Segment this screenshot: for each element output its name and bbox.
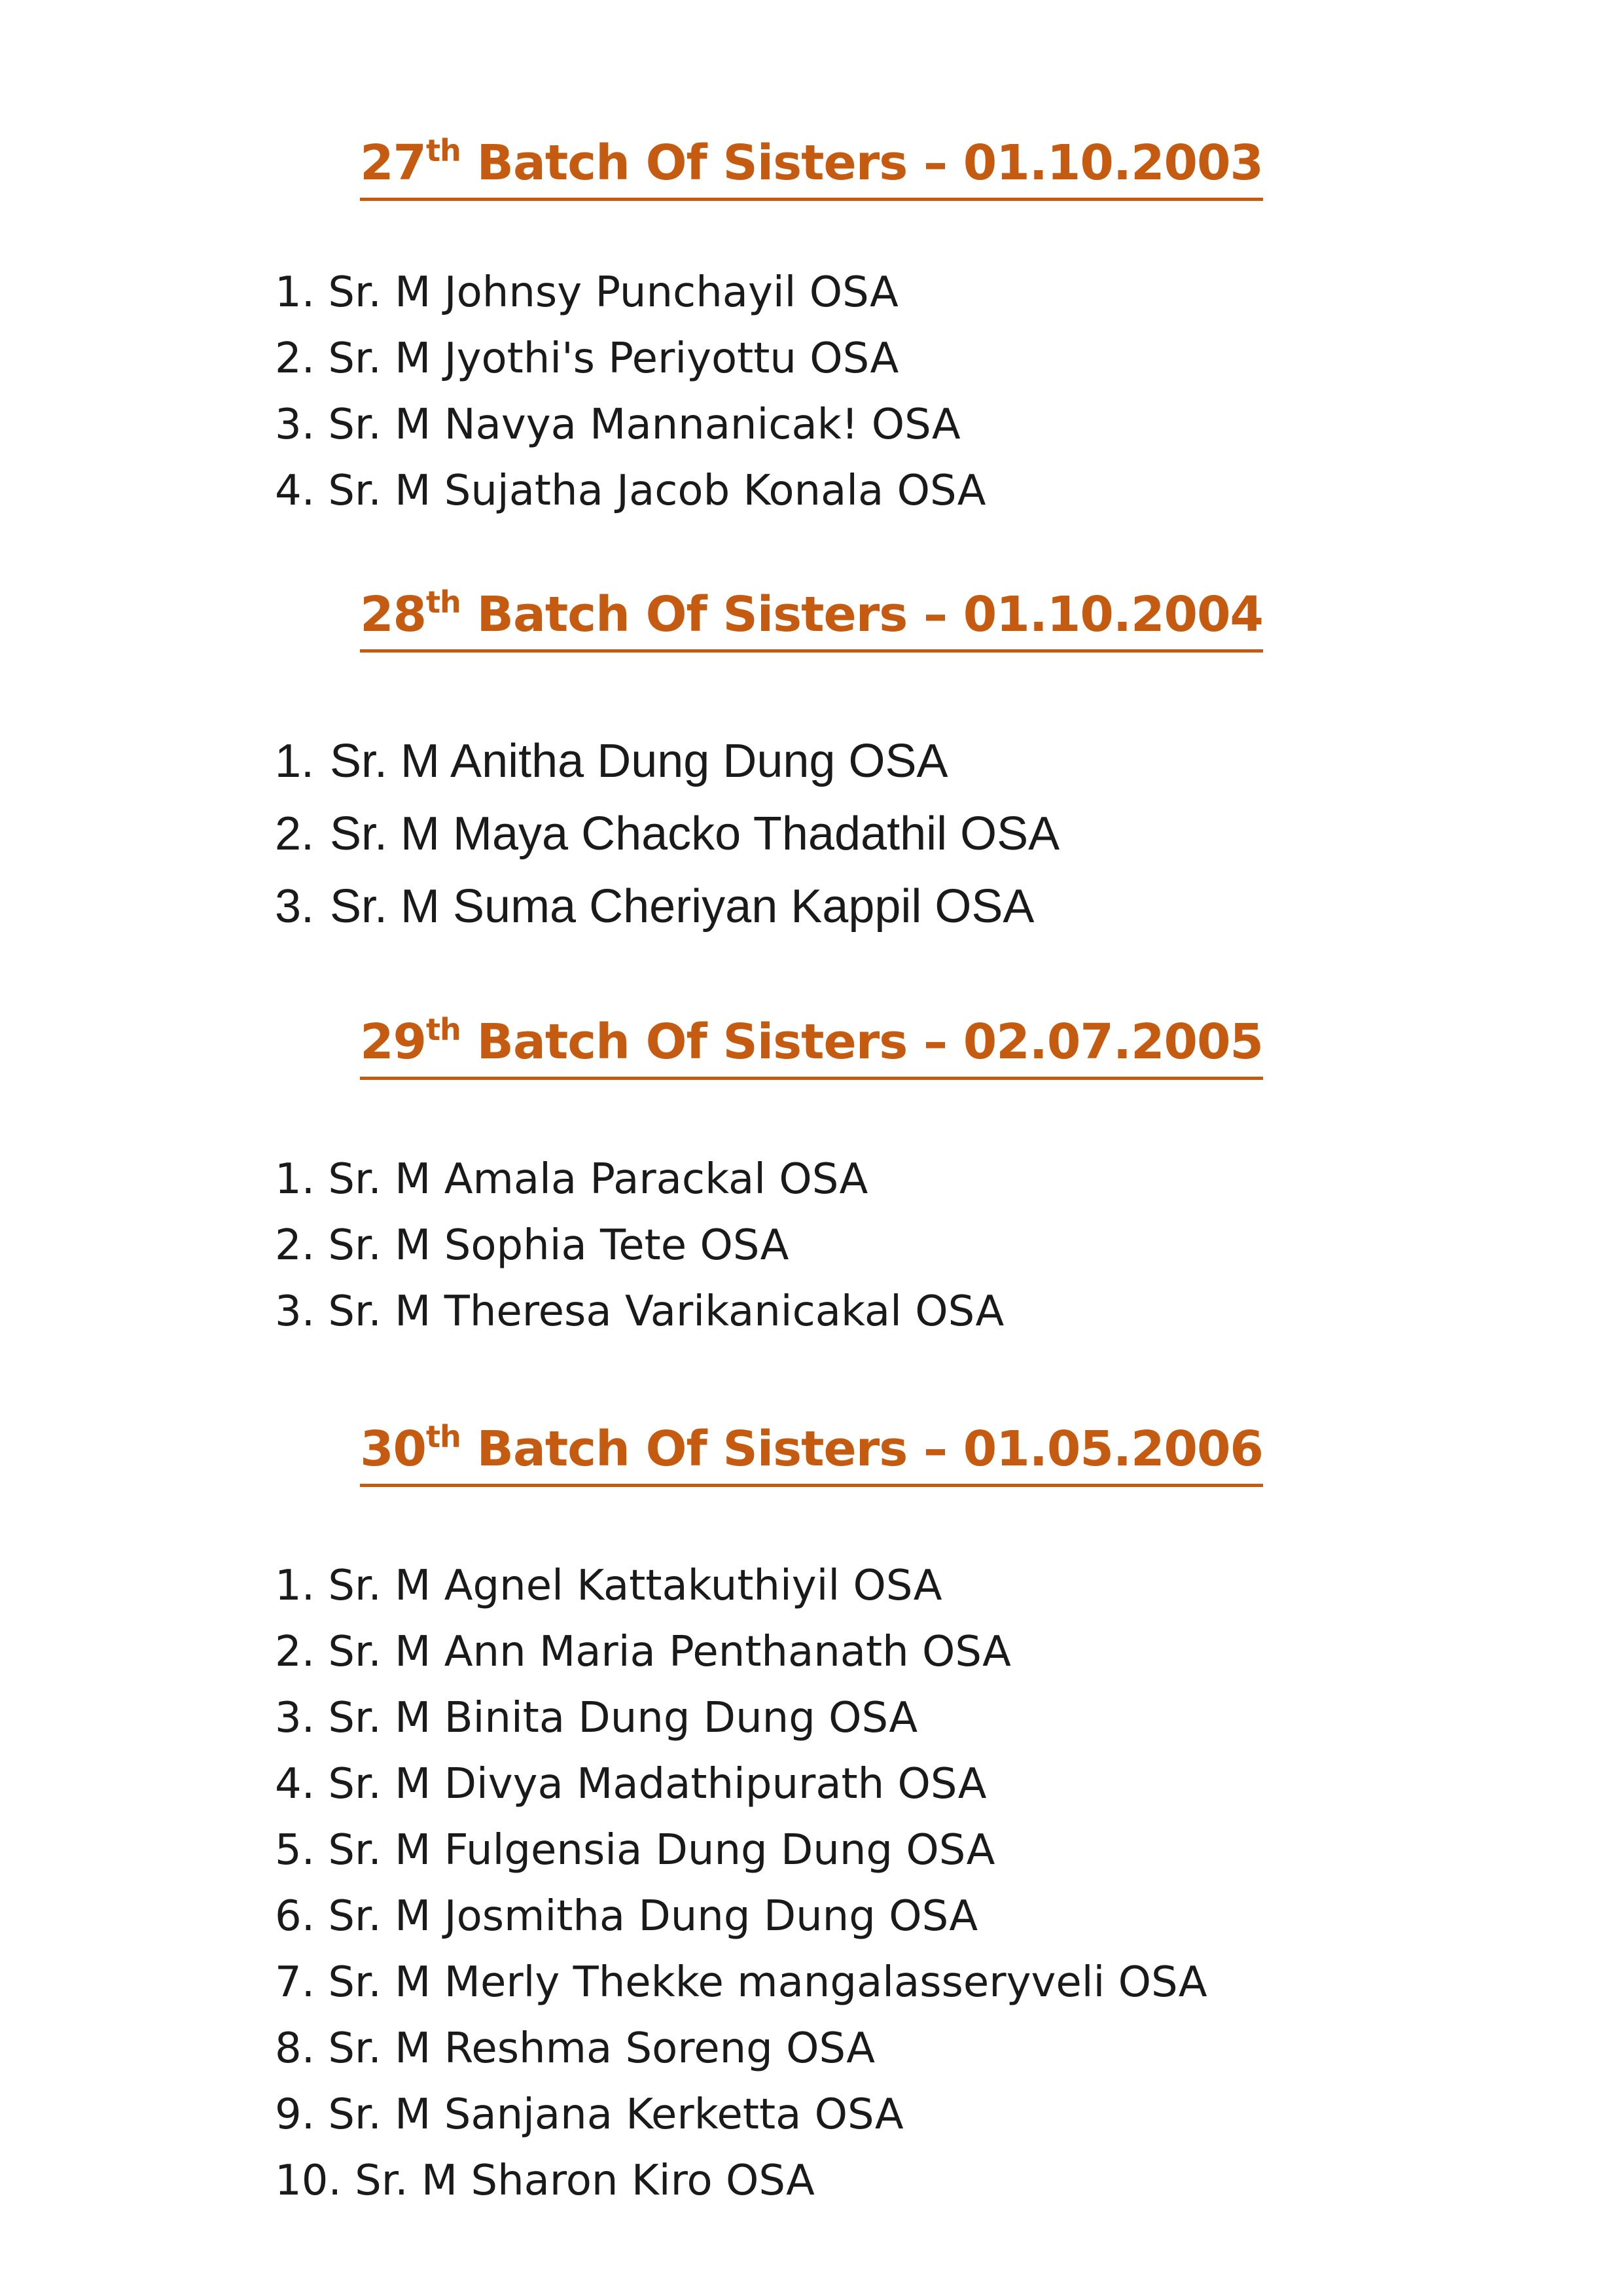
batch-27-member-list [275,260,986,524]
list-item: 1. Sr. M Johnsy Punchayil OSA [275,268,899,317]
batch-30-member-list [275,1553,1207,2214]
list-item: 1. Sr. M Amala Parackal OSA [275,1155,868,1204]
list-item: 9. Sr. M Sanjana Kerketta OSA [275,2090,904,2139]
batch-30-title: 30th Batch Of Sisters – 01.05.2006 [360,1420,1263,1487]
list-item: 1. Sr. M Anitha Dung Dung OSA [275,735,948,787]
list-item: 4. Sr. M Sujatha Jacob Konala OSA [275,467,986,515]
list-item: 3. Sr. M Theresa Varikanicakal OSA [275,1287,1005,1336]
list-item: 4. Sr. M Divya Madathipurath OSA [275,1760,987,1808]
batch-28-title: 28th Batch Of Sisters – 01.10.2004 [360,586,1263,653]
list-item: 2. Sr. M Maya Chacko Thadathil OSA [275,808,1060,860]
batch-28-member-list [275,725,1060,943]
batch-29-title: 29th Batch Of Sisters – 02.07.2005 [360,1013,1263,1080]
batch-27-heading [0,134,1623,201]
list-item: 3. Sr. M Navya Mannanicak! OSA [275,401,961,449]
batch-30-heading [0,1420,1623,1487]
batch-27-title: 27th Batch Of Sisters – 01.10.2003 [360,134,1263,201]
list-item: 2. Sr. M Jyothi's Periyottu OSA [275,334,899,383]
batch-29-heading [0,1013,1623,1080]
list-item: 3. Sr. M Binita Dung Dung OSA [275,1694,918,1742]
list-item: 7. Sr. M Merly Thekke mangalasseryveli OSA [275,1958,1207,2007]
batch-29-member-list [275,1147,1004,1345]
list-item: 8. Sr. M Reshma Soreng OSA [275,2024,876,2073]
list-item: 5. Sr. M Fulgensia Dung Dung OSA [275,1826,995,1874]
list-item: 3. Sr. M Suma Cheriyan Kappil OSA [275,880,1035,933]
list-item: 2. Sr. M Sophia Tete OSA [275,1221,789,1270]
list-item: 2. Sr. M Ann Maria Penthanath OSA [275,1628,1011,1676]
list-item: 10. Sr. M Sharon Kiro OSA [275,2157,815,2205]
batch-28-heading [0,586,1623,653]
list-item: 6. Sr. M Josmitha Dung Dung OSA [275,1892,978,1941]
list-item: 1. Sr. M Agnel Kattakuthiyil OSA [275,1562,942,1610]
